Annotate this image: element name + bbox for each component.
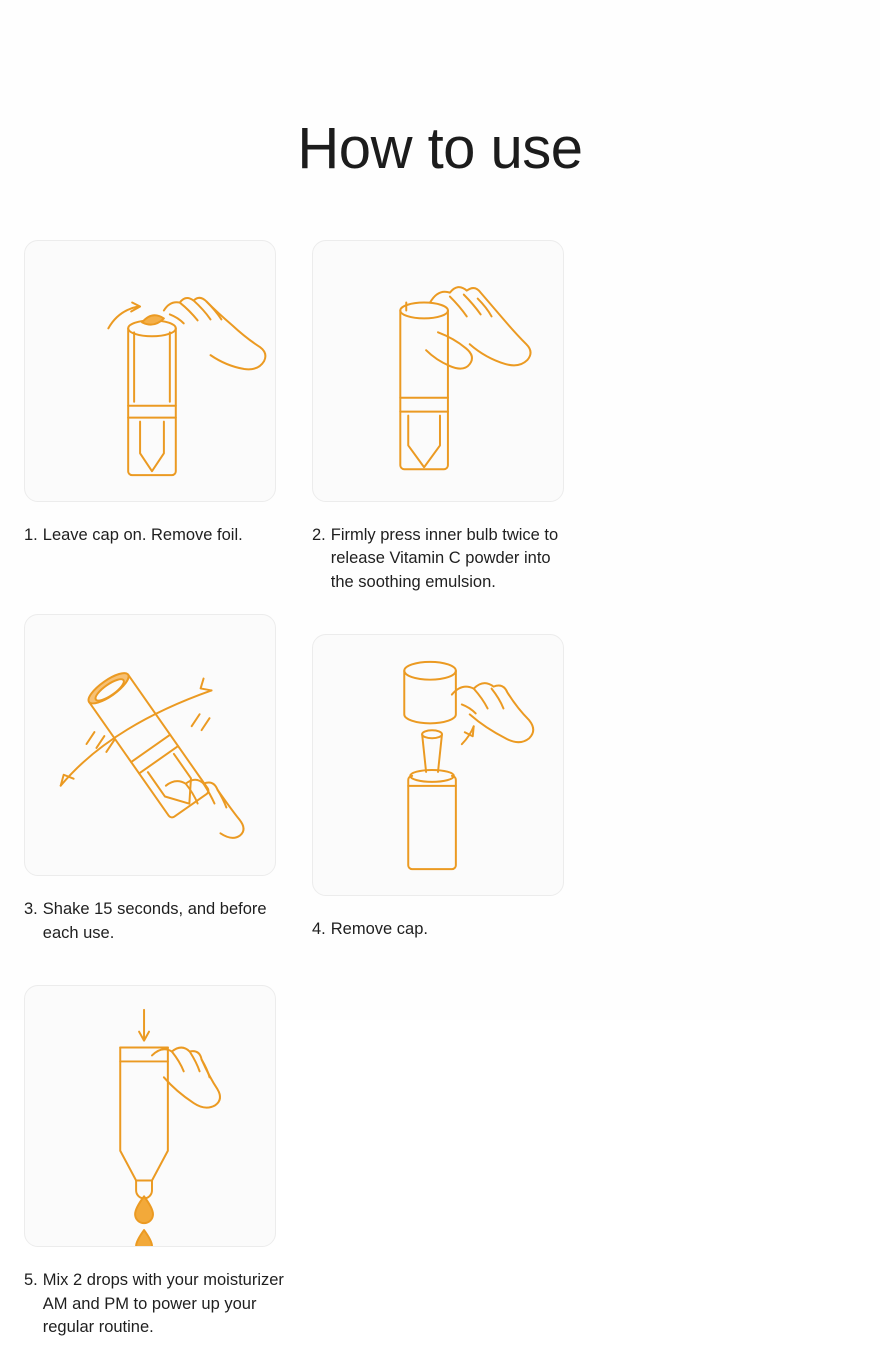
step-2-text: Firmly press inner bulb twice to release Vitamin C powder into the soothing emulsion. [330, 526, 559, 591]
step-1-illustration-card [24, 240, 276, 502]
hand-pressing-inner-bulb-icon [313, 240, 563, 502]
step-5-number: 5. [24, 1271, 38, 1290]
step-3 [24, 614, 312, 945]
step-2 [312, 240, 600, 594]
step-2-number: 2. [312, 526, 326, 544]
step-5 [24, 985, 312, 1339]
step-1-text: Leave cap on. Remove foil. [42, 526, 243, 544]
step-5-caption [24, 1269, 286, 1339]
step-4-text: Remove cap. [330, 920, 428, 939]
step-2-caption [312, 524, 574, 594]
hand-dispensing-two-drops-icon [25, 985, 275, 1247]
step-1 [24, 240, 312, 594]
hand-removing-cap-icon [313, 634, 563, 896]
step-3-illustration-card [24, 614, 276, 876]
step-3-text: Shake 15 seconds, and before each use. [42, 900, 267, 942]
page-title: How to use [297, 116, 583, 181]
step-3-caption [24, 898, 286, 945]
step-2-illustration-card [312, 240, 564, 502]
step-1-number: 1. [24, 526, 38, 544]
steps-grid [0, 240, 880, 1359]
step-4-number: 4. [312, 920, 326, 939]
step-4-illustration-card [312, 634, 564, 896]
step-1-caption [24, 524, 286, 547]
step-5-illustration-card [24, 985, 276, 1247]
step-4-caption [312, 918, 574, 941]
hand-peeling-foil-from-bottle-icon [25, 240, 275, 502]
hand-shaking-bottle-icon [25, 614, 275, 876]
step-4 [312, 634, 600, 945]
step-3-number: 3. [24, 900, 38, 919]
step-5-text: Mix 2 drops with your moisturizer AM and PM to power up your regular routine. [42, 1271, 284, 1336]
